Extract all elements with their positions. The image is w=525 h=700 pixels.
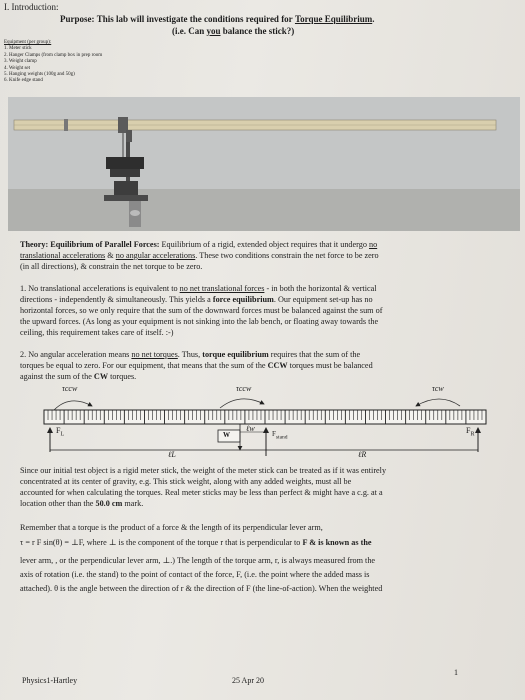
equipment-item: 1. Meter stick xyxy=(4,46,32,52)
equipment-item: 5. Hanging weights (100g and 50g) xyxy=(4,72,75,78)
force-diagram-drawing xyxy=(40,384,500,462)
p1-l2-end: . Our equipment set-up has no xyxy=(273,295,373,304)
theory-line-2 xyxy=(20,251,502,261)
cg-line-3: accounted for when calculating the torques. Real meter sticks may be less than perfect & might have a c.g. at a xyxy=(20,488,383,497)
p1-text: 1. No translational accelerations is equivalent to xyxy=(20,284,178,293)
cg-line-1: Since our initial test object is a rigid meter stick, the weight of the meter stick can be treated as if it was entirely xyxy=(20,466,387,475)
footer-course: Physics1-Hartley xyxy=(22,676,78,685)
point2-line-2 xyxy=(20,361,502,371)
f-stand-label xyxy=(272,430,288,440)
torque-line-1: Remember that a torque is the product of a force & the length of its perpendicular lever arm, xyxy=(20,523,323,532)
p1-underlined: no net translational forces xyxy=(179,284,265,293)
ie-prefix: (i.e. Can xyxy=(172,26,205,36)
f-right-label xyxy=(466,426,474,438)
p2-l3-end: torques. xyxy=(110,372,137,381)
equipment-list xyxy=(4,40,102,85)
w-box-label: W xyxy=(223,431,230,439)
purpose-topic: Torque Equilibrium xyxy=(294,14,373,24)
cg-line-4 xyxy=(20,499,502,509)
ie-suffix: balance the stick?) xyxy=(222,26,295,36)
purpose-end: . xyxy=(372,14,375,24)
point1-line-3: horizontal forces, so we only require that the sum of the downward forces must be balanced against the sum of xyxy=(20,306,383,315)
theory-no: no xyxy=(368,240,378,249)
theory-rest: . These two conditions constrain the net force to be zero xyxy=(195,251,379,260)
equipment-item: 6. Knife edge stand xyxy=(4,78,43,84)
l-l-label: ℓL xyxy=(168,450,176,459)
cg-l4-text: location other than the xyxy=(20,499,94,508)
torque-f-known: F & is known as the xyxy=(302,538,372,547)
p2-no-net-torques: no net torques xyxy=(131,350,178,359)
ie-line xyxy=(172,26,294,36)
torque-line-2 xyxy=(20,538,502,548)
torque-formula: τ = r F sin(θ) = ⊥F, where ⊥ is the component of the torque r that is perpendicular to xyxy=(20,538,301,547)
tau-ccw-mid-label: τccw xyxy=(236,384,252,393)
p2-thus: . Thus, xyxy=(177,350,201,359)
torque-line-5: attached). θ is the angle between the direction of r & the direction of F (the line-of-action). When the weighted xyxy=(20,584,383,593)
f-stand-sub: stand xyxy=(275,434,288,441)
f-stand-letter: F xyxy=(272,430,276,438)
l-w-label: ℓw xyxy=(246,424,255,433)
p1-text-end: - in both the horizontal & vertical xyxy=(266,284,377,293)
setup-photo xyxy=(8,97,520,231)
p2-l2-end: torques must be balanced xyxy=(289,361,373,370)
p1-force-equilibrium: force equilibrium xyxy=(212,295,274,304)
theory-line-1 xyxy=(20,240,502,250)
f-right-sub: R xyxy=(470,431,475,438)
force-diagram xyxy=(40,384,500,462)
theory-text: Equilibrium of a rigid, extended object requires that it undergo xyxy=(161,240,367,249)
theory-translational: translational accelerations xyxy=(20,251,106,260)
l-r-label: ℓR xyxy=(358,450,367,459)
cg-50cm: 50.0 cm xyxy=(95,499,123,508)
point1-line-2 xyxy=(20,295,502,305)
equipment-item: 3. Weight clamp xyxy=(4,59,37,65)
cg-mark: mark. xyxy=(124,499,144,508)
cg-line-2: concentrated at its center of gravity, e.g. This stick weight, along with any added weights, must all be xyxy=(20,477,352,486)
p2-l3-text: against the sum of the xyxy=(20,372,92,381)
point2-line-3 xyxy=(20,372,502,382)
p2-text: 2. No angular acceleration means xyxy=(20,350,130,359)
p2-l1-end: requires that the sum of the xyxy=(270,350,361,359)
torque-line-4: axis of rotation (i.e. the stand) to the point of contact of the force, F, (i.e. the point where the added mass is xyxy=(20,570,370,579)
f-left-letter: F xyxy=(56,426,61,435)
ie-you: you xyxy=(206,26,221,36)
f-left-sub: L xyxy=(60,431,65,438)
p1-l2-text: directions - independently & simultaneously. This yields a xyxy=(20,295,211,304)
theory-angular: no angular accelerations xyxy=(115,251,196,260)
point1-line-5: ceiling, this requirement takes care of itself. :-) xyxy=(20,328,174,337)
tau-cw-label: τcw xyxy=(432,384,444,393)
p2-torque-equilibrium: torque equilibrium xyxy=(202,350,269,359)
purpose-label: Purpose: xyxy=(60,14,95,24)
point1-line-4: the upward forces. (As long as your equipment is not sinking into the lab bench, or floating away towards the xyxy=(20,317,379,326)
point1-line-1 xyxy=(20,284,502,294)
p2-ccw: CCW xyxy=(267,361,288,370)
theory-line-3: (in all directions), & constrain the net torque to be zero. xyxy=(20,262,203,271)
section-title: I. Introduction: xyxy=(4,2,59,12)
point2-line-1 xyxy=(20,350,502,360)
purpose-text: This lab will investigate the conditions required for xyxy=(96,14,293,24)
p2-l2-text: torques be equal to zero. For our equipment, that means that the sum of the xyxy=(20,361,266,370)
footer-date: 25 Apr 20 xyxy=(232,676,264,685)
torque-line-3: lever arm, , or the perpendicular lever arm, ⊥.) The length of the torque arm, r, is always measured from the xyxy=(20,556,376,565)
equipment-item: 2. Hanger Clamps (from clamp box in prep room xyxy=(4,52,103,58)
equipment-item: 4. Weight set xyxy=(4,65,31,71)
p2-cw: CW xyxy=(93,372,109,381)
f-right-letter: F xyxy=(466,426,471,435)
purpose-line xyxy=(60,14,374,25)
setup-photo-drawing xyxy=(8,97,520,231)
tau-ccw-left-label: τccw xyxy=(62,384,78,393)
theory-amp: & xyxy=(107,251,114,260)
footer-page-number: 1 xyxy=(454,668,458,677)
f-left-label xyxy=(56,426,64,438)
equipment-title: Equipment (per group): xyxy=(4,40,52,45)
theory-label: Theory: xyxy=(20,240,49,249)
theory-title: Equilibrium of Parallel Forces: xyxy=(50,240,160,249)
